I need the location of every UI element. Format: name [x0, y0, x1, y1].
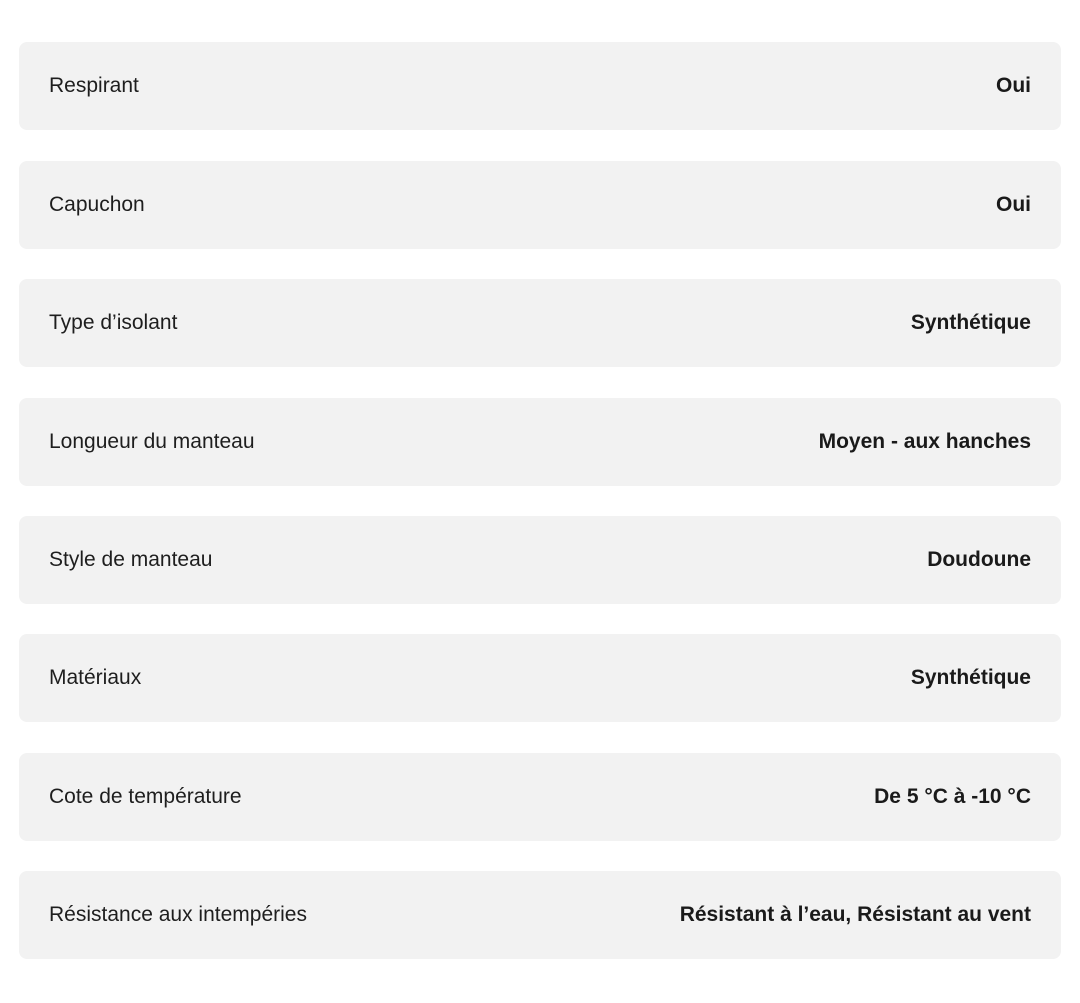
- spec-value: De 5 °C à -10 °C: [874, 785, 1031, 808]
- spec-value: Oui: [996, 74, 1031, 97]
- spec-value: Synthétique: [910, 666, 1031, 689]
- spec-value: Synthétique: [910, 311, 1031, 334]
- spec-label: Matériaux: [49, 666, 142, 689]
- spec-row-type-isolant: [19, 279, 1061, 367]
- spec-row-cote-temperature: [19, 753, 1061, 841]
- spec-label: Résistance aux intempéries: [49, 903, 307, 926]
- spec-value: Oui: [996, 193, 1031, 216]
- spec-label: Cote de température: [49, 785, 242, 808]
- spec-row-longueur-manteau: [19, 398, 1061, 486]
- spec-row-capuchon: [19, 161, 1061, 249]
- spec-value: Doudoune: [927, 548, 1031, 571]
- spec-label: Capuchon: [49, 193, 145, 216]
- spec-row-style-manteau: [19, 516, 1061, 604]
- spec-value: Résistant à l’eau, Résistant au vent: [679, 903, 1031, 926]
- spec-label: Longueur du manteau: [49, 430, 255, 453]
- spec-label: Respirant: [49, 74, 139, 97]
- spec-label: Type d’isolant: [49, 311, 178, 334]
- spec-value: Moyen - aux hanches: [818, 430, 1031, 453]
- spec-row-respirant: [19, 42, 1061, 130]
- spec-row-resistance-intemperies: [19, 871, 1061, 959]
- spec-row-materiaux: [19, 634, 1061, 722]
- spec-label: Style de manteau: [49, 548, 213, 571]
